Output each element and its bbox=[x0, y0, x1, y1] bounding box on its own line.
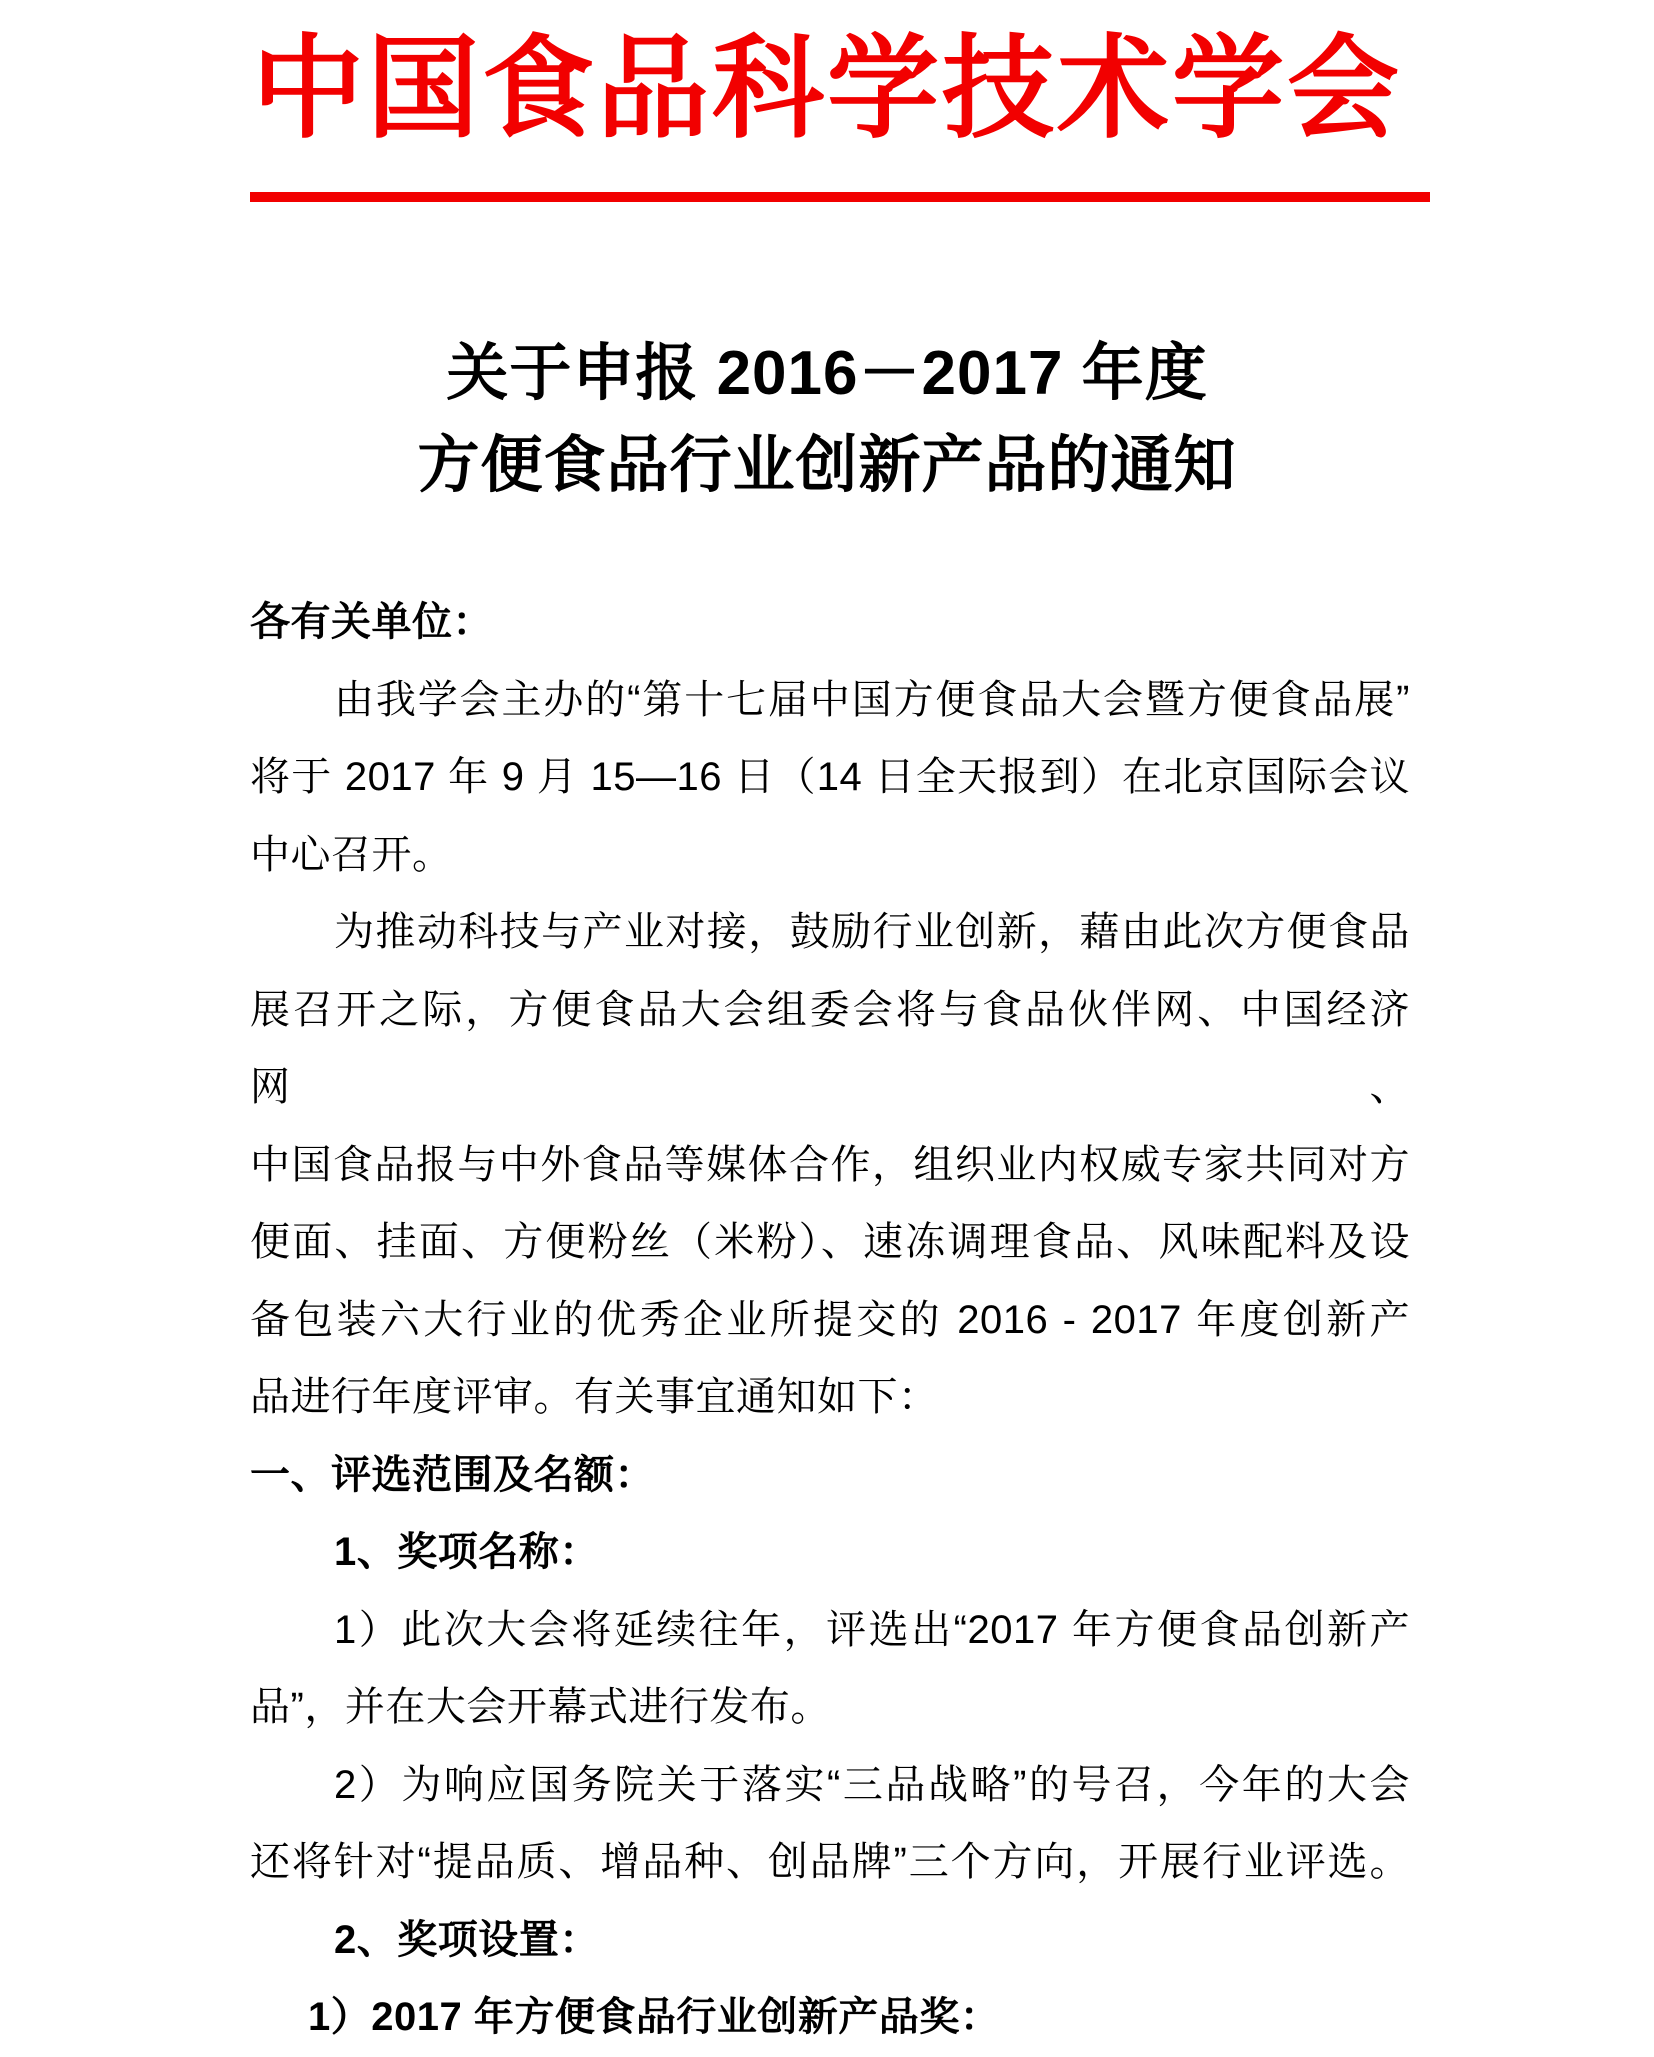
paragraph-line: 为推动科技与产业对接，鼓励行业创新，藉由此次方便食品 bbox=[334, 910, 1410, 954]
subheading-award-item: 1）2017 年方便食品行业创新产品奖： bbox=[308, 1995, 1001, 2039]
paragraph-line: 展召开之际，方便食品大会组委会将与食品伙伴网、中国经济网、 bbox=[250, 987, 1410, 1109]
document-page bbox=[0, 16, 1654, 2039]
org-title: 中国食品科学技术学会 bbox=[252, 28, 1402, 152]
paragraph-line: 备包装六大行业的优秀企业所提交的 2016 - 2017 年度创新产 bbox=[250, 1297, 1410, 1342]
paragraph-line: 品”，并在大会开幕式进行发布。 bbox=[250, 1685, 831, 1729]
header-divider bbox=[250, 192, 1430, 202]
document-body bbox=[0, 584, 1654, 2057]
section-heading-scope: 一、评选范围及名额： bbox=[250, 1452, 655, 1497]
paragraph-line: 中心召开。 bbox=[250, 832, 453, 877]
paragraph-line: 还将针对“提品质、增品种、创品牌”三个方向，开展行业评选。 bbox=[250, 1840, 1410, 1884]
paragraph-line: 便面、挂面、方便粉丝（米粉）、速冻调理食品、风味配料及设 bbox=[250, 1220, 1410, 1264]
subheading-award-name: 1、奖项名称： bbox=[334, 1530, 600, 1574]
paragraph-line: 中国食品报与中外食品等媒体合作，组织业内权威专家共同对方 bbox=[250, 1142, 1410, 1187]
document-title-line1: 关于申报 2016－2017 年度 bbox=[446, 339, 1208, 408]
salutation-line: 各有关单位： bbox=[250, 600, 493, 644]
paragraph-line: 由我学会主办的“第十七届中国方便食品大会暨方便食品展” bbox=[334, 677, 1410, 722]
paragraph-line: 品进行年度评审。有关事宜通知如下： bbox=[250, 1375, 939, 1419]
document-title-line2: 方便食品行业创新产品的通知 bbox=[417, 431, 1237, 500]
paragraph-line: 2）为响应国务院关于落实“三品战略”的号召，今年的大会 bbox=[334, 1762, 1410, 1807]
document-title bbox=[0, 328, 1654, 512]
subheading-award-setup: 2、奖项设置： bbox=[334, 1917, 600, 1962]
paragraph-line: 1）此次大会将延续往年，评选出“2017 年方便食品创新产 bbox=[334, 1607, 1410, 1652]
paragraph-line: 将于 2017 年 9 月 15—16 日（14 日全天报到）在北京国际会议 bbox=[250, 755, 1410, 799]
